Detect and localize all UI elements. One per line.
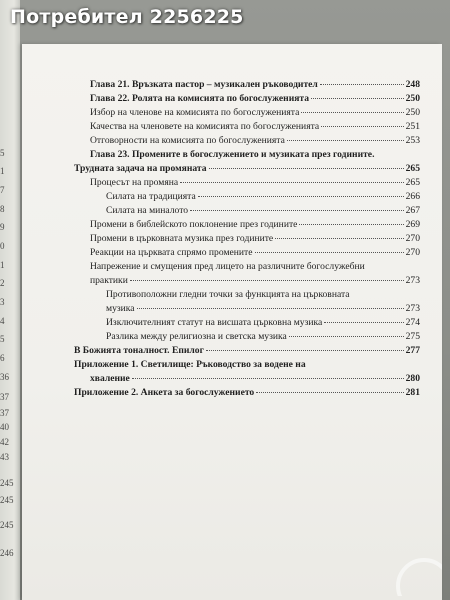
toc-entry-title: Изключителният статут на висшата църковна музика bbox=[106, 317, 323, 328]
toc-entry bbox=[90, 373, 420, 384]
toc-entry-page: 275 bbox=[405, 331, 420, 342]
left-page-edge bbox=[0, 0, 20, 600]
toc-entry bbox=[74, 163, 420, 174]
toc-entry bbox=[90, 219, 420, 230]
dot-leader bbox=[321, 126, 403, 127]
left-margin-number: 0 bbox=[0, 241, 5, 251]
toc-entry bbox=[90, 247, 420, 258]
toc-entry-page: 273 bbox=[405, 303, 420, 314]
toc-entry-title: Глава 22. Ролята на комисията по богослуженията bbox=[90, 93, 310, 104]
toc-entry-title: Промени в библейското поклонение през годините bbox=[90, 219, 298, 230]
dot-leader bbox=[287, 140, 404, 141]
toc-entry-page: 269 bbox=[405, 219, 420, 230]
left-margin-number: 245 bbox=[0, 478, 14, 488]
toc-entry-title: Отговорности на комисията по богослуженията bbox=[90, 135, 285, 146]
dot-leader bbox=[289, 336, 404, 337]
dot-leader bbox=[198, 196, 404, 197]
toc-entry-page: 251 bbox=[405, 121, 420, 132]
left-margin-number: 8 bbox=[0, 204, 5, 214]
dot-leader bbox=[130, 280, 404, 281]
toc-entry-title: Напрежение и смущения пред лицето на различните богослужебни bbox=[90, 261, 365, 272]
dot-leader bbox=[132, 378, 404, 379]
toc-entry bbox=[106, 317, 420, 328]
toc-entry bbox=[106, 205, 420, 216]
toc-entry-page: 270 bbox=[405, 247, 420, 258]
toc-entry-page: 253 bbox=[405, 135, 420, 146]
toc-entry-page: 277 bbox=[405, 345, 420, 356]
dot-leader bbox=[256, 392, 403, 393]
toc-entry bbox=[90, 233, 420, 244]
toc-entry bbox=[106, 331, 420, 342]
left-margin-number: 43 bbox=[0, 452, 9, 462]
toc-entry bbox=[106, 191, 420, 202]
toc-entry bbox=[90, 275, 420, 286]
left-margin-number: 245 bbox=[0, 520, 14, 530]
toc-entry-page: 281 bbox=[405, 387, 420, 398]
toc-entry bbox=[106, 303, 420, 314]
toc-entry-page: 267 bbox=[405, 205, 420, 216]
dot-leader bbox=[206, 350, 404, 351]
toc-entry bbox=[90, 135, 420, 146]
toc-entry-title: Глава 21. Връзката пастор – музикален ръководител bbox=[90, 79, 318, 90]
dot-leader bbox=[324, 322, 403, 323]
toc-entry-page: 265 bbox=[405, 177, 420, 188]
left-margin-number: 245 bbox=[0, 495, 14, 505]
dot-leader bbox=[190, 210, 404, 211]
dot-leader bbox=[320, 84, 404, 85]
toc-entry bbox=[74, 345, 420, 356]
left-margin-number: 1 bbox=[0, 166, 5, 176]
left-margin-number: 7 bbox=[0, 185, 5, 195]
left-margin-number: 1 bbox=[0, 260, 5, 270]
toc-entry bbox=[74, 387, 420, 398]
dot-leader bbox=[301, 112, 403, 113]
dot-leader bbox=[180, 182, 403, 183]
toc-entry-page: 250 bbox=[405, 107, 420, 118]
toc-entry bbox=[90, 107, 420, 118]
toc-entry-page: 248 bbox=[405, 79, 420, 90]
toc-entry-title: Процесът на промяна bbox=[90, 177, 179, 188]
dot-leader bbox=[137, 308, 404, 309]
toc-entry-title: Приложение 2. Анкета за богослужението bbox=[74, 387, 255, 398]
book-page bbox=[22, 44, 442, 600]
dot-leader bbox=[275, 238, 403, 239]
bazar-watermark-logo bbox=[372, 548, 442, 596]
left-margin-number: 5 bbox=[0, 334, 5, 344]
dot-leader bbox=[299, 224, 403, 225]
toc-entry bbox=[90, 93, 420, 104]
left-margin-number: 42 bbox=[0, 437, 9, 447]
toc-entry-title: Приложение 1. Светилище: Ръководство за водене на bbox=[74, 359, 306, 370]
toc-entry-page: 280 bbox=[405, 373, 420, 384]
toc-entry-title: Промени в църковната музика през годините bbox=[90, 233, 274, 244]
toc-entry-title: Разлика между религиозна и светска музика bbox=[106, 331, 287, 342]
left-margin-number: 37 bbox=[0, 392, 9, 402]
toc-entry-title: В Божията тоналност. Епилог bbox=[74, 345, 204, 356]
toc-entry bbox=[90, 121, 420, 132]
toc-entry-title: Трудната задача на промяната bbox=[74, 163, 207, 174]
toc-entry-page: 266 bbox=[405, 191, 420, 202]
left-margin-number: 36 bbox=[0, 372, 9, 382]
toc-entry-title: музика bbox=[106, 303, 135, 314]
toc-entry-page: 250 bbox=[405, 93, 420, 104]
toc-entry-page: 265 bbox=[405, 163, 420, 174]
toc-entry-title: практики bbox=[90, 275, 128, 286]
left-margin-number: 5 bbox=[0, 148, 5, 158]
left-margin-number: 4 bbox=[0, 316, 5, 326]
toc-entry-title: Глава 23. Промените в богослужението и музиката през годините. bbox=[90, 149, 375, 160]
left-margin-number: 2 bbox=[0, 278, 5, 288]
toc-entry-page: 273 bbox=[405, 275, 420, 286]
toc-entry-title: Избор на членове на комисията по богослуженията bbox=[90, 107, 300, 118]
user-banner: Потребител 2256225 bbox=[10, 6, 244, 28]
toc-entry-page: 274 bbox=[405, 317, 420, 328]
left-margin-number: 3 bbox=[0, 297, 5, 307]
left-margin-number: 246 bbox=[0, 548, 14, 558]
dot-leader bbox=[311, 98, 404, 99]
toc-entry-title: Силата на традицията bbox=[106, 191, 196, 202]
dot-leader bbox=[209, 168, 404, 169]
watermark-ring bbox=[398, 560, 442, 596]
left-margin-number: 9 bbox=[0, 222, 5, 232]
left-margin-number: 37 bbox=[0, 408, 9, 418]
dot-leader bbox=[255, 252, 404, 253]
left-margin-number: 40 bbox=[0, 422, 9, 432]
toc-entry-title: Силата на миналото bbox=[106, 205, 189, 216]
toc-entry bbox=[90, 177, 420, 188]
toc-entry-title: Качества на членовете на комисията по богослуженията bbox=[90, 121, 320, 132]
toc-entry-page: 270 bbox=[405, 233, 420, 244]
toc-entry-title: Реакции на църквата спрямо промените bbox=[90, 247, 253, 258]
toc-entry-title: хваление bbox=[90, 373, 130, 384]
left-margin-number: 6 bbox=[0, 353, 5, 363]
toc-entry-title: Противоположни гледни точки за функцията на църковната bbox=[106, 289, 350, 300]
toc-entry bbox=[90, 79, 420, 90]
